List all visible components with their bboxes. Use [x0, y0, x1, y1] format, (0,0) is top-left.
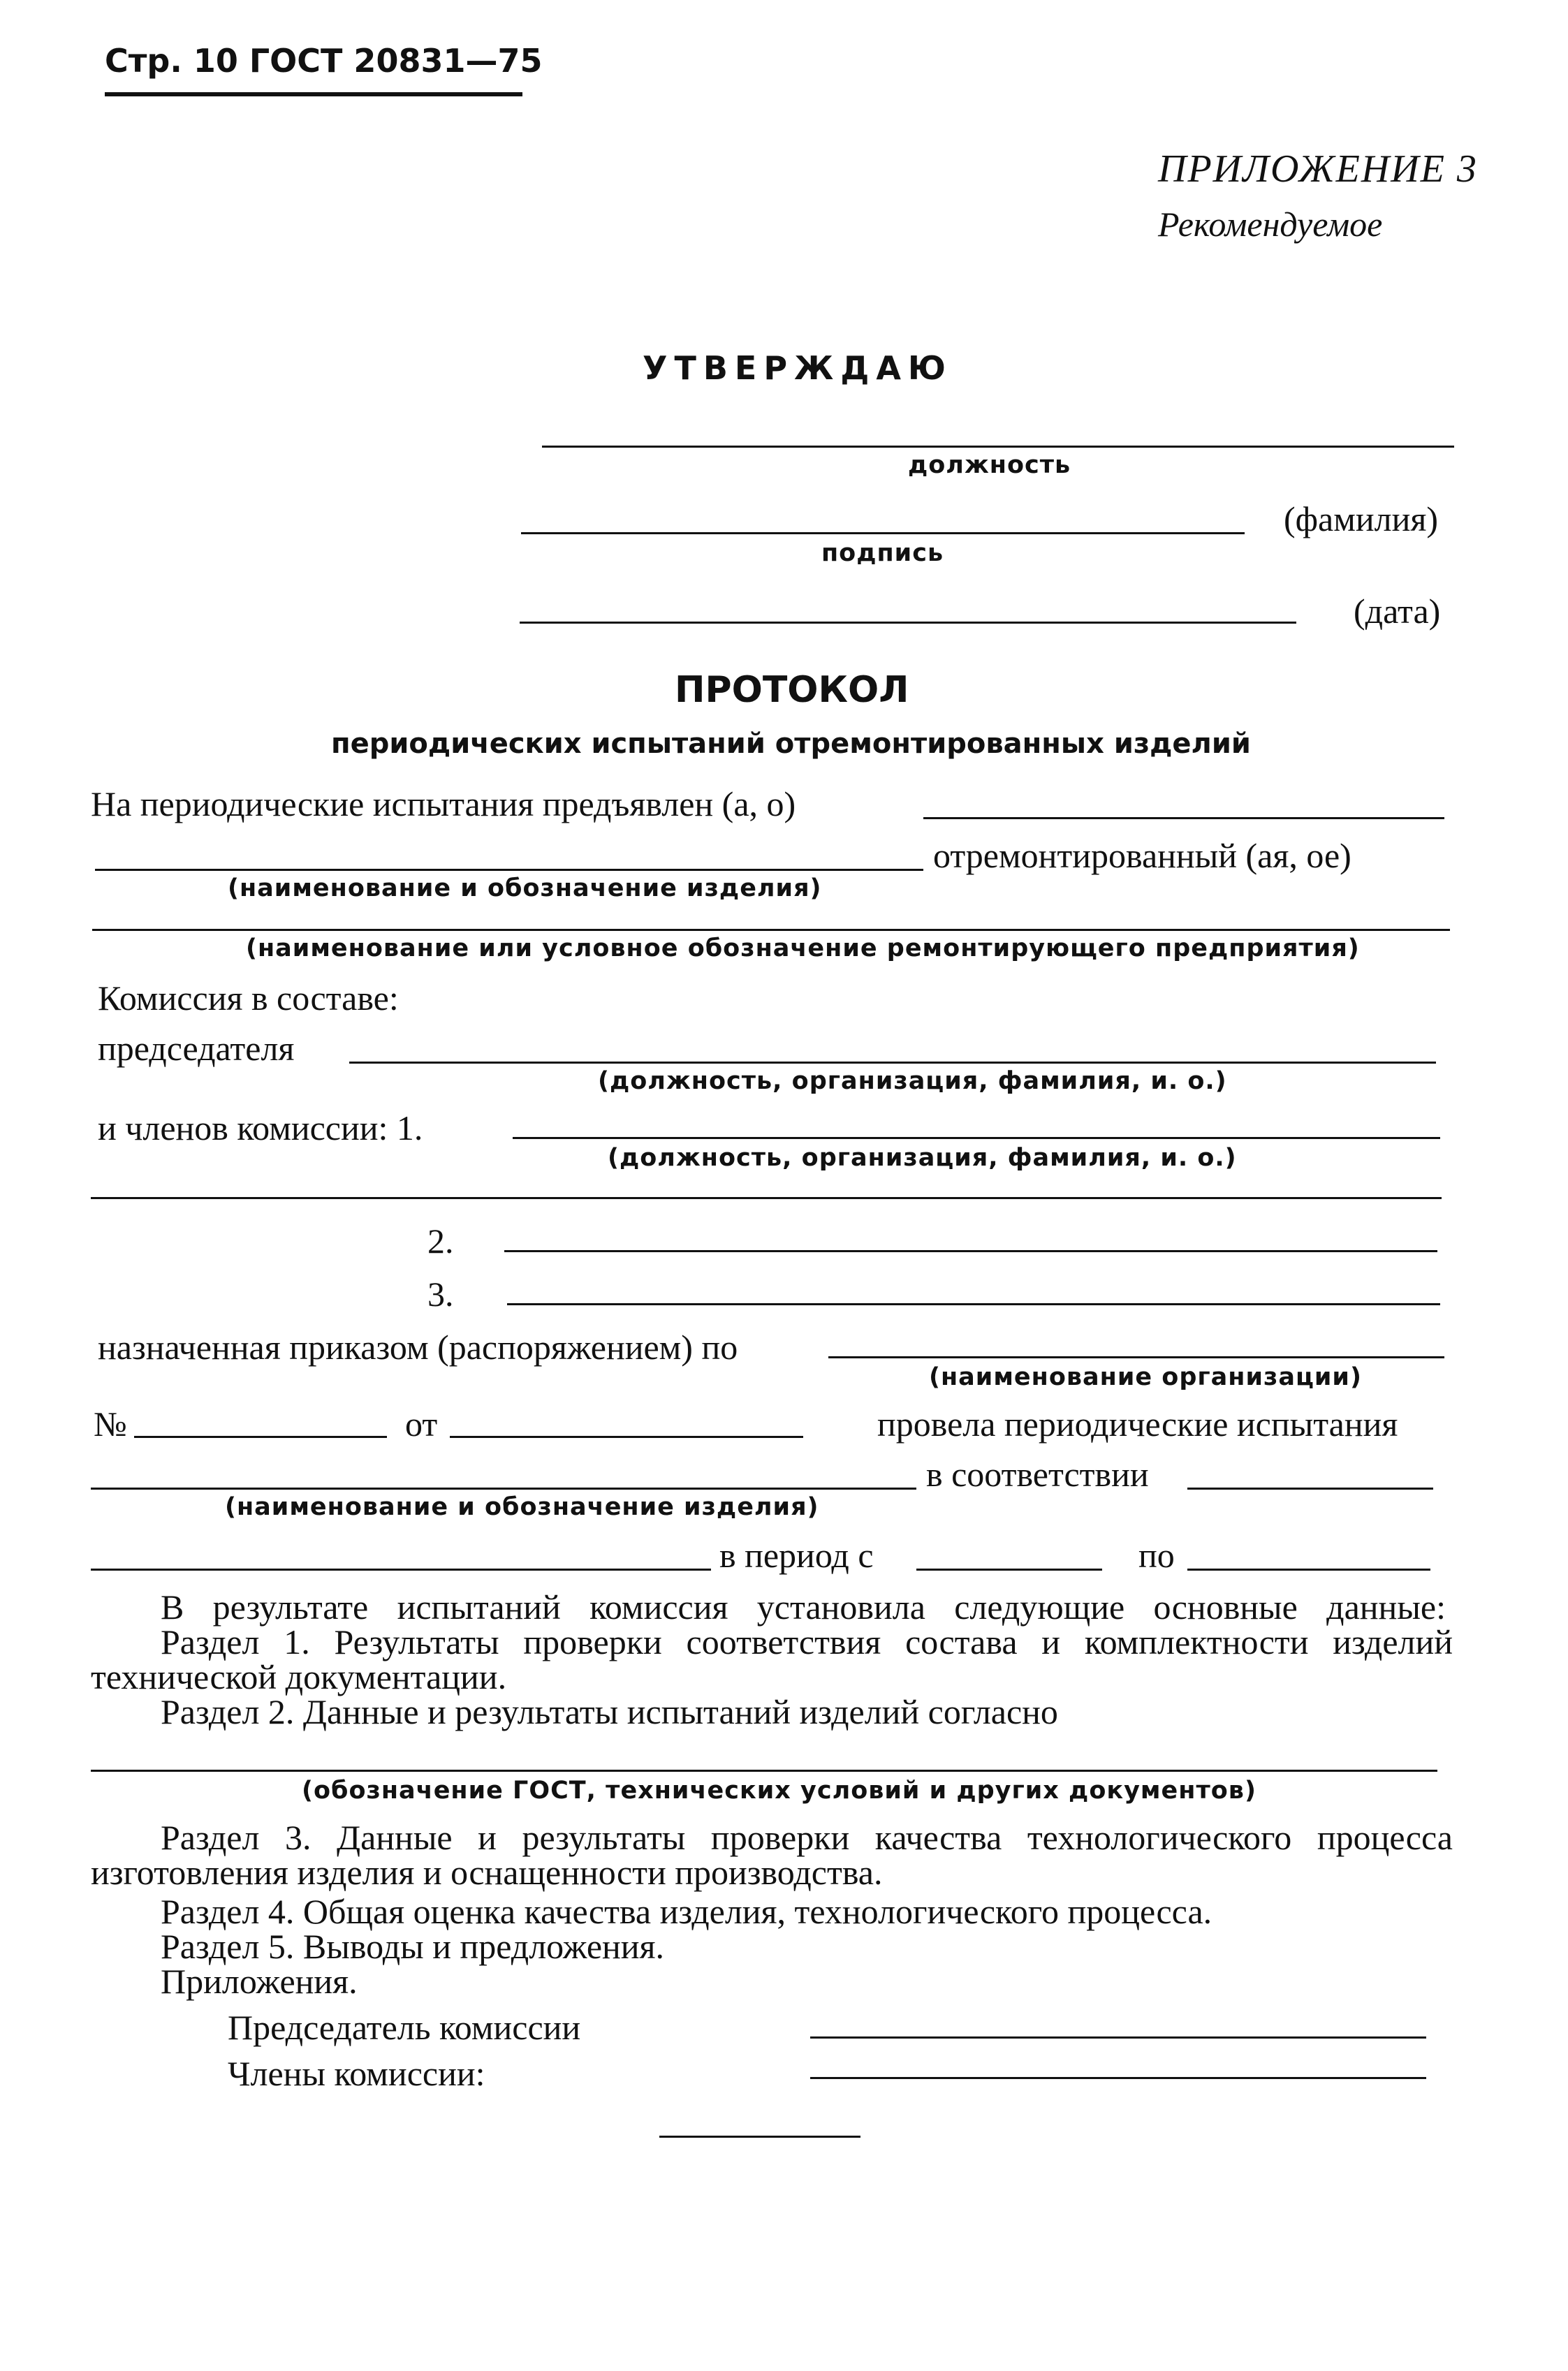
accordance-label: в соответствии: [926, 1455, 1149, 1494]
members-signature-line: [810, 2077, 1426, 2079]
position-caption: должность: [908, 451, 1071, 479]
product-line-2: [91, 1488, 916, 1490]
results-intro: В результате испытаний комиссия установила следующие основные данные:: [161, 1587, 1446, 1627]
member-1-extra-line: [91, 1197, 1442, 1199]
position-line: [542, 446, 1454, 448]
surname-label: (фамилия): [1284, 499, 1438, 538]
period-label: в период с: [719, 1536, 874, 1575]
end-rule: [659, 2136, 860, 2138]
member-3-line: [507, 1303, 1440, 1305]
chairman-signature-line: [810, 2036, 1426, 2039]
member-2-number: 2.: [427, 1221, 454, 1261]
members-label: и членов комиссии: 1.: [98, 1108, 423, 1147]
to-label: по: [1138, 1536, 1175, 1575]
appointed-label: назначенная приказом (распоряжением) по: [98, 1328, 738, 1367]
standards-line: [91, 1770, 1437, 1772]
member-1-caption: (должность, организация, фамилия, и. о.): [608, 1144, 1237, 1172]
conducted-label: провела периодические испытания: [877, 1404, 1398, 1444]
section-4: Раздел 4. Общая оценка качества изделия, технологического процесса.: [161, 1892, 1212, 1931]
submitted-label: На периодические испытания предъявлен (а, о): [91, 784, 796, 823]
period-from-line: [916, 1569, 1102, 1571]
appendix-subtitle: Рекомендуемое: [1158, 205, 1383, 244]
standards-caption: (обозначение ГОСТ, технических условий и других документов): [302, 1777, 1256, 1805]
from-label: от: [405, 1404, 438, 1444]
header-underline: [105, 92, 522, 96]
member-1-line: [513, 1137, 1440, 1139]
organization-caption: (наименование организации): [929, 1363, 1362, 1391]
from-line: [450, 1436, 803, 1438]
product-caption: (наименование и обозначение изделия): [228, 874, 822, 902]
enterprise-caption: (наименование или условное обозначение ремонтирующего предприятия): [246, 934, 1360, 962]
period-to-line: [1187, 1569, 1430, 1571]
number-label: №: [94, 1404, 127, 1444]
chairman-caption: (должность, организация, фамилия, и. о.): [598, 1067, 1227, 1095]
section-3: Раздел 3. Данные и результаты проверки качества технологического процесса изготовления изделия и оснащенности производства.: [91, 1818, 1453, 1892]
repaired-label: отремонтированный (ая, ое): [933, 836, 1351, 875]
member-2-line: [504, 1250, 1437, 1252]
appendix-title: ПРИЛОЖЕНИЕ 3: [1158, 147, 1478, 191]
attachments: Приложения.: [161, 1962, 358, 2001]
signature-caption: подпись: [821, 539, 944, 567]
section-2: Раздел 2. Данные и результаты испытаний изделий согласно: [161, 1692, 1058, 1731]
date-line: [520, 622, 1296, 624]
section-1: Раздел 1. Результаты проверки соответствия состава и комплектности изделий технической документации.: [91, 1622, 1453, 1696]
page-header: Стр. 10 ГОСТ 20831—75: [105, 42, 543, 80]
members-signature-label: Члены комиссии:: [228, 2054, 485, 2093]
submitted-line: [923, 817, 1444, 819]
approval-heading: УТВЕРЖДАЮ: [643, 349, 953, 387]
period-prefix-line: [91, 1569, 711, 1571]
protocol-title: ПРОТОКОЛ: [675, 669, 909, 711]
enterprise-line: [92, 929, 1450, 931]
product-caption-2: (наименование и обозначение изделия): [225, 1493, 819, 1521]
member-3-number: 3.: [427, 1275, 454, 1314]
accordance-line: [1187, 1488, 1433, 1490]
commission-label: Комиссия в составе:: [98, 978, 399, 1018]
section-5: Раздел 5. Выводы и предложения.: [161, 1927, 665, 1966]
protocol-subtitle: периодических испытаний отремонтированных изделий: [331, 728, 1251, 760]
number-line: [134, 1436, 387, 1438]
organization-line: [828, 1356, 1444, 1358]
chairman-line: [349, 1062, 1436, 1064]
product-line: [95, 869, 923, 871]
chairman-signature-label: Председатель комиссии: [228, 2008, 581, 2047]
date-label: (дата): [1354, 592, 1441, 631]
signature-line: [521, 532, 1245, 534]
chairman-label: председателя: [98, 1029, 295, 1068]
